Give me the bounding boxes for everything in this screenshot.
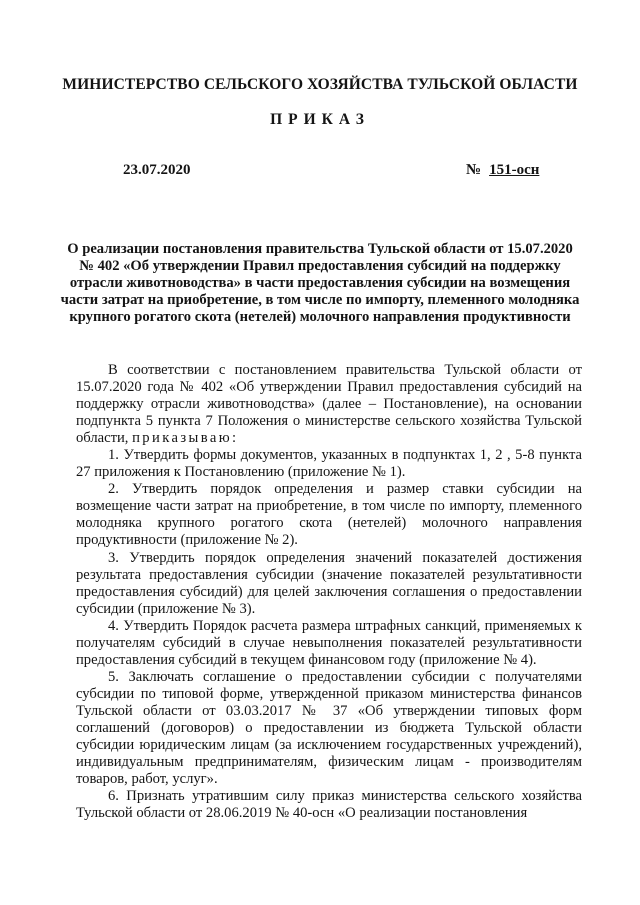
order-date: 23.07.2020 — [123, 162, 191, 178]
intro-text: В соответствии с постановлением правительства Тульской области от 15.07.2020 года № 402 «Об утверждении Правил предоставления субсидий на поддержку отрасли животноводства» (далее – Постановление), на основании подпункта 5 пункта 7 Положения о министерстве сельского хозяйства Тульской области, — [76, 362, 582, 447]
order-heading: ПРИКАЗ — [270, 111, 370, 128]
order-title: О реализации постановления правительства Тульской области от 15.07.2020 № 402 «Об утверждении Правил предоставления субсидий на поддержку отрасли животноводства» в части предоставления субсидии на возмещения части затрат на приобретение, в том числе по импорту, племенного молодняка крупного рогатого скота (нетелей) молочного направления продуктивности — [60, 241, 580, 326]
order-item-6: 6. Признать утратившим силу приказ министерства сельского хозяйства Тульской области от 28.06.2019 № 40-осн «О реализации постановления — [76, 788, 582, 822]
order-number — [466, 162, 539, 179]
intro-decree-word: приказываю: — [132, 430, 239, 447]
number-sign: № — [466, 162, 482, 178]
order-item-3: 3. Утвердить порядок определения значений показателей достижения результата предоставления субсидии (значение показателей результативности предоставления субсидий) для целей заключения соглашения о предоставлении субсидии (приложение № 3). — [76, 549, 582, 617]
order-item-5: 5. Заключать соглашение о предоставлении субсидии с получателями субсидии по типовой форме, утвержденной приказом министерства финансов Тульской области от 03.03.2017 № 37 «Об утверждении типовых форм соглашений (договоров) о предоставлении из бюджета Тульской области субсидии юридическим лицам (за исключением государственных учреждений), индивидуальным предпринимателям, физическим лицам - производителям товаров, работ, услуг». — [76, 668, 582, 788]
order-item-2: 2. Утвердить порядок определения и размер ставки субсидии на возмещение части затрат на приобретение, в том числе по импорту, племенного молодняка крупного рогатого скота (нетелей) молочного направления продуктивности (приложение № 2). — [76, 481, 582, 549]
order-item-4: 4. Утвердить Порядок расчета размера штрафных санкций, применяемых к получателям субсидий в случае невыполнения показателей результативности предоставления субсидий в текущем финансовом году (приложение № 4). — [76, 617, 582, 668]
order-body — [76, 362, 582, 822]
order-item-1: 1. Утвердить формы документов, указанных в подпунктах 1, 2 , 5-8 пункта 27 приложения к Постановлению (приложение № 1). — [76, 447, 582, 481]
intro-paragraph — [76, 362, 582, 447]
ministry-name: МИНИСТЕРСТВО СЕЛЬСКОГО ХОЗЯЙСТВА ТУЛЬСКОЙ ОБЛАСТИ — [62, 76, 578, 93]
number-value: 151-осн — [489, 162, 540, 178]
